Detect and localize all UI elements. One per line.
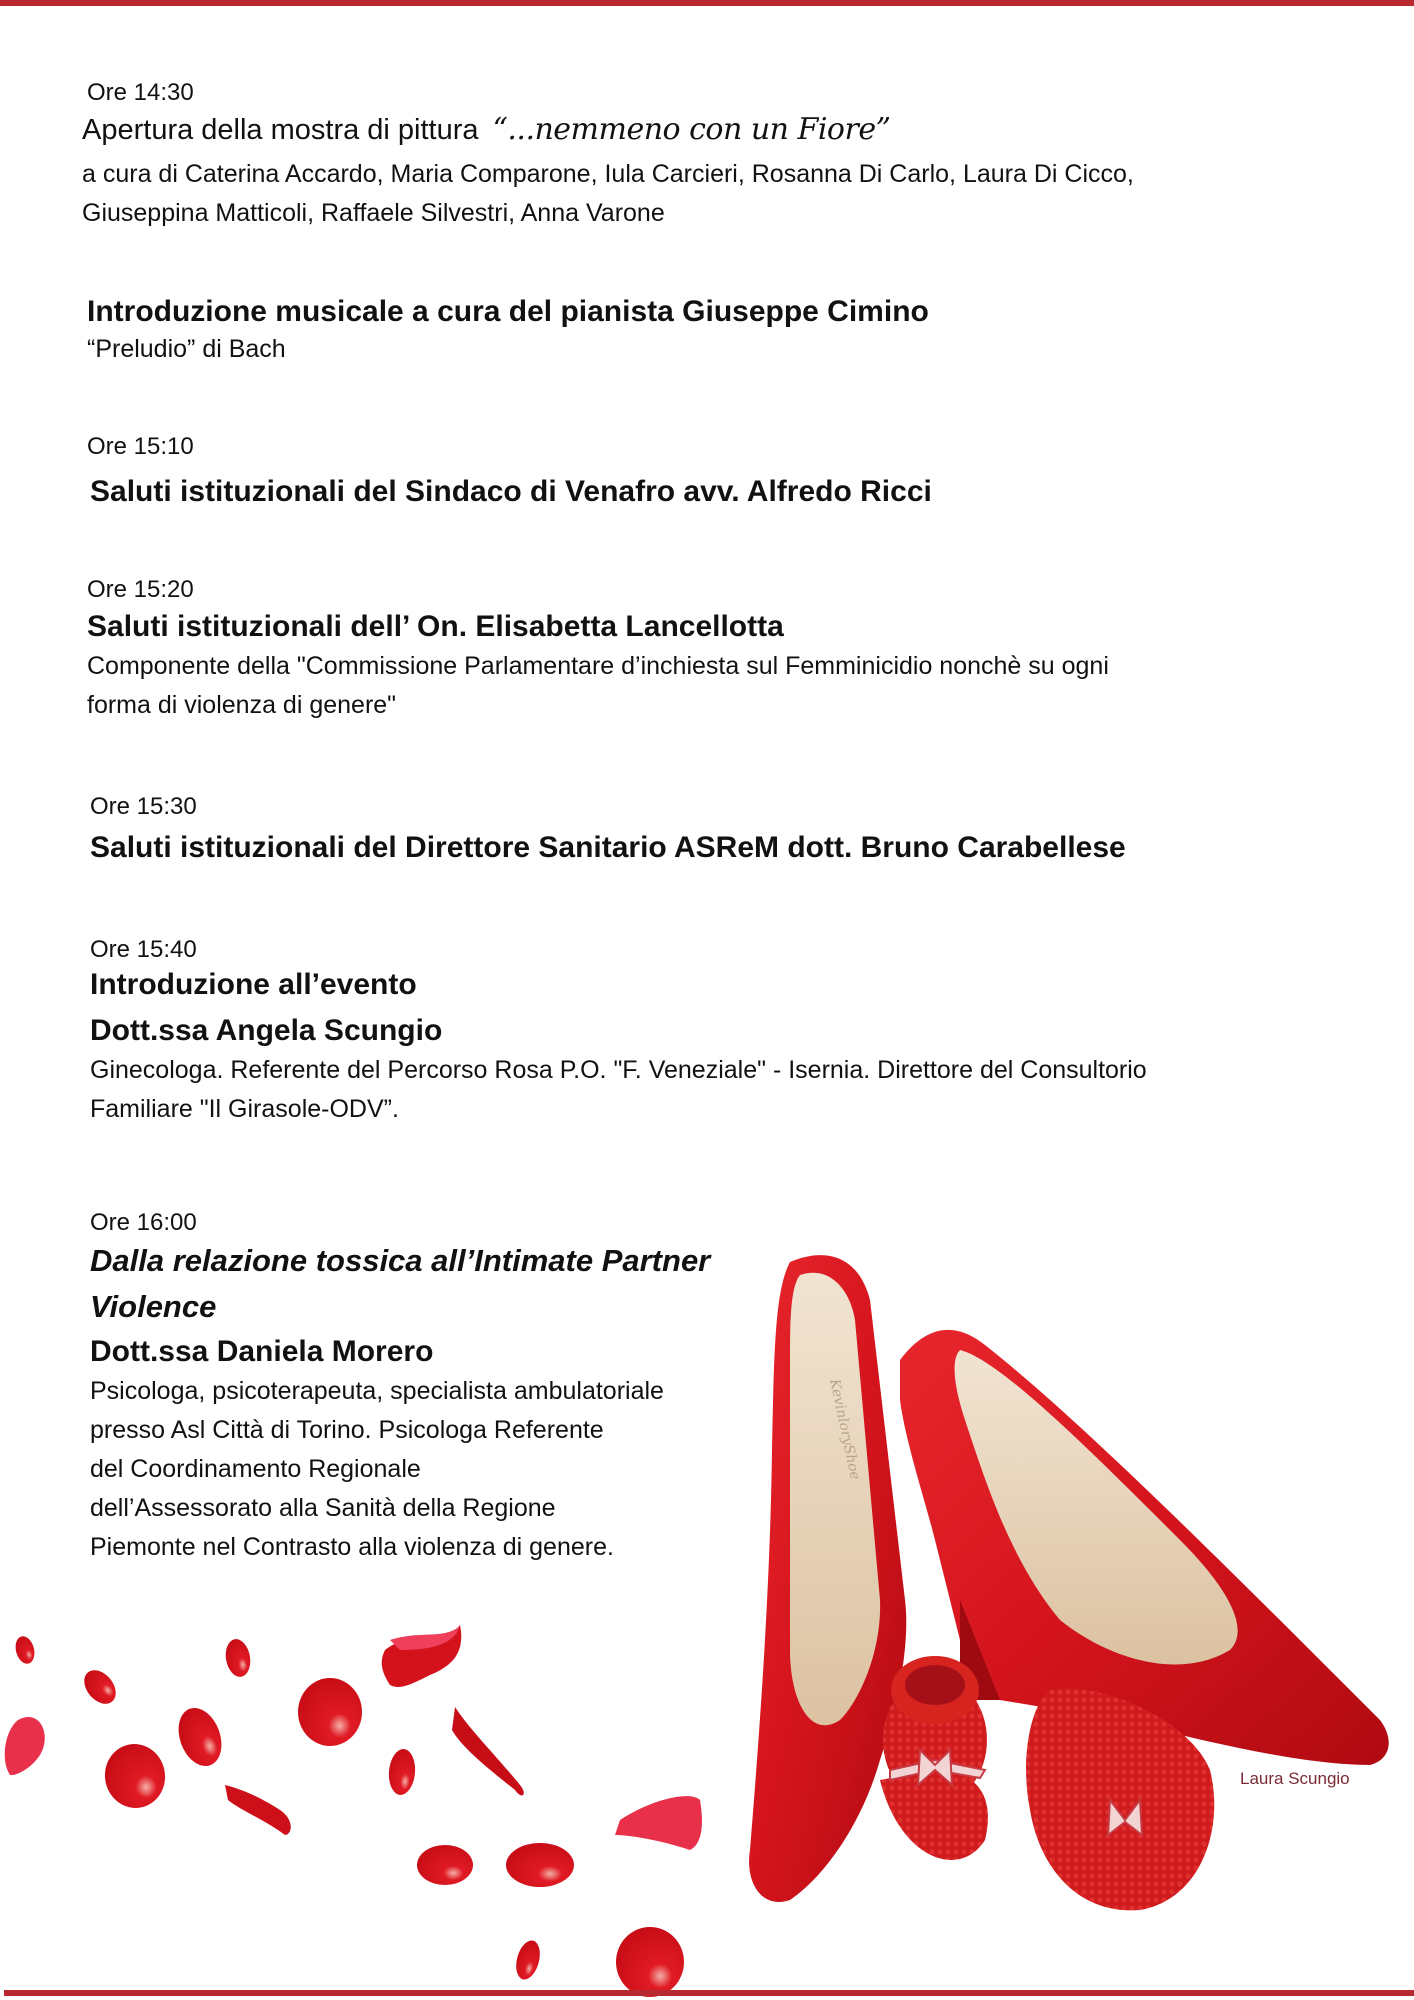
item-desc	[90, 1372, 710, 1567]
rose-petal	[417, 1845, 473, 1885]
item-desc-line: Piemonte nel Contrasto alla violenza di genere.	[90, 1533, 614, 1561]
rose-petal	[223, 1637, 253, 1679]
program-item-1540	[90, 935, 1147, 1129]
item-title: Introduzione musicale a cura del pianista Giuseppe Cimino	[87, 295, 929, 328]
program-item-1510	[87, 432, 932, 512]
speaker-name: Dott.ssa Angela Scungio	[90, 1014, 443, 1047]
item-title-line: Dalla relazione tossica all’Intimate Partner	[90, 1243, 711, 1278]
rose-petal	[100, 1739, 170, 1812]
item-time: Ore 15:20	[87, 576, 194, 603]
program-item-1530	[90, 792, 1126, 868]
rose-petal	[615, 1796, 702, 1850]
rose-petal	[616, 1927, 684, 1997]
item-desc-line: Psicologa, psicoterapeuta, specialista ambulatoriale	[90, 1377, 664, 1405]
item-desc-line: Giuseppina Matticoli, Raffaele Silvestri, Anna Varone	[82, 199, 665, 227]
rose-petal	[225, 1785, 291, 1835]
rose-petal	[506, 1843, 574, 1887]
rose-petal	[5, 1717, 45, 1775]
program-item-1430	[87, 78, 194, 108]
red-shoe-left	[749, 1255, 906, 1902]
rose-petal	[298, 1678, 362, 1746]
item-desc-line: a cura di Caterina Accardo, Maria Comparone, Iula Carcieri, Rosanna Di Carlo, Laura Di Cicco,	[82, 160, 1134, 188]
item-title-line: Violence	[90, 1289, 217, 1324]
top-border	[0, 0, 1414, 6]
rose-petal	[452, 1707, 524, 1795]
item-desc-line: del Coordinamento Regionale	[90, 1455, 421, 1483]
item-desc: “Preludio” di Bach	[87, 335, 286, 363]
item-desc-line: Componente della "Commissione Parlamentare d’inchiesta sul Femminicidio nonchè su ogni	[87, 652, 1109, 680]
item-time: Ore 15:10	[87, 433, 194, 460]
item-time: Ore 14:30	[87, 79, 194, 106]
item-time: Ore 15:30	[90, 793, 197, 820]
item-desc-line: presso Asl Città di Torino. Psicologa Referente	[90, 1416, 604, 1444]
shoe-brand-logo: KevinloryShoe	[826, 1377, 864, 1482]
program-item-music	[87, 292, 929, 366]
item-time: Ore 16:00	[90, 1209, 197, 1236]
item-title: Saluti istituzionali del Sindaco di Venafro avv. Alfredo Ricci	[90, 475, 932, 508]
bottom-border	[4, 1990, 1414, 1996]
item-desc-line: Ginecologa. Referente del Percorso Rosa P.O. "F. Veneziale" - Isernia. Direttore del Consultorio	[90, 1056, 1147, 1084]
item-time: Ore 15:40	[90, 936, 197, 963]
item-desc-line: Familiare "Il Girasole-ODV”.	[90, 1095, 399, 1123]
speaker-name: Dott.ssa Daniela Morero	[90, 1335, 434, 1368]
photo-credit: Laura Scungio	[1240, 1769, 1350, 1788]
program-item-1600	[90, 1208, 710, 1567]
item-title: Introduzione all’evento	[90, 968, 417, 1001]
item-desc-line: forma di violenza di genere"	[87, 691, 397, 719]
item-desc	[87, 647, 1109, 725]
item-title: Saluti istituzionali dell’ On. Elisabetta Lancellotta	[87, 610, 784, 643]
rose-petal	[512, 1938, 544, 1982]
item-title: Apertura della mostra di pittura	[82, 114, 479, 146]
item-title: Saluti istituzionali del Direttore Sanitario ASReM dott. Bruno Carabellese	[90, 831, 1126, 864]
rose-petals	[5, 1625, 702, 1997]
exhibition-curators	[82, 155, 1134, 233]
exhibition-title	[82, 112, 890, 148]
rose-petal	[78, 1664, 122, 1710]
exhibition-name: “...nemmeno con un Fiore”	[492, 112, 891, 147]
rose-petal	[171, 1702, 229, 1772]
item-desc-line: dell’Assessorato alla Sanità della Regione	[90, 1494, 556, 1522]
rose-petal	[13, 1634, 38, 1666]
item-desc	[90, 1051, 1147, 1129]
rose-petal	[387, 1748, 417, 1796]
program-item-1520	[87, 575, 1109, 725]
